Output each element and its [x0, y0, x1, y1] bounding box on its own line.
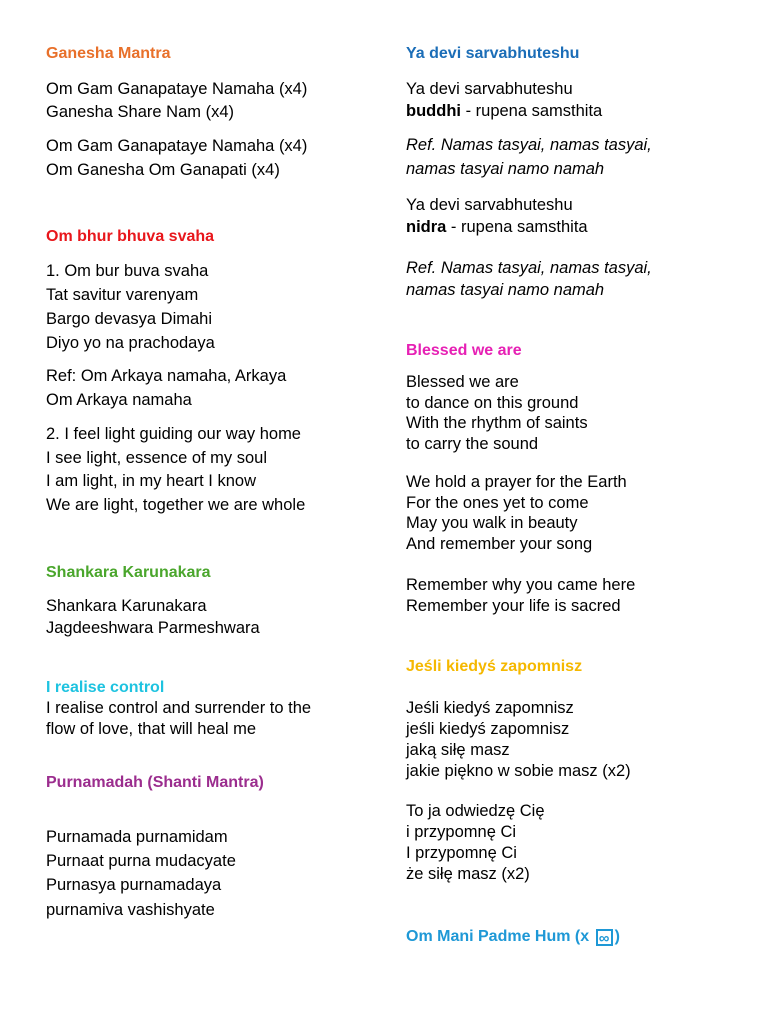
lyric-line: We hold a prayer for the Earth	[406, 473, 627, 491]
lyric-line: Purnamada purnamidam	[46, 828, 228, 846]
lyric-line: Om Arkaya namaha	[46, 391, 192, 409]
lyric-line: Jagdeeshwara Parmeshwara	[46, 619, 260, 637]
lyric-line: Ya devi sarvabhuteshu	[406, 196, 573, 214]
section-title-ganesha: Ganesha Mantra	[46, 45, 171, 62]
lyric-line: I am light, in my heart I know	[46, 472, 256, 490]
lyric-line: jaką siłę masz	[406, 741, 510, 759]
lyric-line: To ja odwiedzę Cię	[406, 802, 545, 820]
lyric-line: jeśli kiedyś zapomnisz	[406, 720, 570, 738]
lyric-line: Remember your life is sacred	[406, 597, 621, 615]
lyric-line: Ganesha Share Nam (x4)	[46, 103, 235, 121]
section-title-purnamadah: Purnamadah (Shanti Mantra)	[46, 774, 264, 791]
section-title-mani	[406, 928, 620, 946]
lyric-line: I realise control and surrender to the	[46, 699, 312, 717]
lyric-line: Om Gam Ganapataye Namaha (x4)	[46, 80, 308, 98]
lyric-line: Ya devi sarvabhuteshu	[406, 80, 573, 98]
lyric-line: Shankara Karunakara	[46, 597, 207, 615]
lyric-line: Jeśli kiedyś zapomnisz	[406, 699, 574, 717]
lyric-line: And remember your song	[406, 535, 593, 553]
lyric-line: to carry the sound	[406, 435, 539, 453]
section-title-bhur: Om bhur bhuva svaha	[46, 228, 215, 245]
lyric-line: Bargo devasya Dimahi	[46, 310, 212, 328]
lyric-line: Purnasya purnamadaya	[46, 876, 222, 894]
section-title-control: I realise control	[46, 679, 165, 696]
mani-title-end: )	[614, 928, 620, 945]
lyric-line: Om Ganesha Om Ganapati (x4)	[46, 161, 280, 179]
bold-word: nidra	[406, 218, 447, 236]
lyric-line: Purnaat purna mudacyate	[46, 852, 236, 870]
refrain-line: Ref. Namas tasyai, namas tasyai,	[406, 136, 652, 154]
lyric-line: Om Gam Ganapataye Namaha (x4)	[46, 137, 308, 155]
section-title-blessed: Blessed we are	[406, 342, 522, 359]
lyric-fragment: - rupena samsthita	[446, 218, 588, 236]
lyric-line	[406, 102, 602, 121]
section-title-yadevi: Ya devi sarvabhuteshu	[406, 45, 580, 62]
lyric-line: I see light, essence of my soul	[46, 449, 268, 467]
lyric-fragment: - rupena samsthita	[460, 102, 603, 120]
lyric-line: Diyo yo na prachodaya	[46, 334, 215, 352]
refrain-line: Ref. Namas tasyai, namas tasyai,	[406, 259, 652, 277]
lyric-line: I przypomnę Ci	[406, 844, 517, 862]
mani-title-text: Om Mani Padme Hum (x	[406, 928, 590, 945]
refrain-line: namas tasyai namo namah	[406, 160, 605, 178]
lyric-line: We are light, together we are whole	[46, 496, 306, 514]
lyric-line: i przypomnę Ci	[406, 823, 517, 841]
lyric-line: 2. I feel light guiding our way home	[46, 425, 301, 443]
lyric-line: 1. Om bur buva svaha	[46, 262, 209, 280]
lyric-line: For the ones yet to come	[406, 494, 589, 512]
refrain-line: namas tasyai namo namah	[406, 281, 605, 299]
lyric-line: Ref: Om Arkaya namaha, Arkaya	[46, 367, 287, 385]
section-title-jesli: Jeśli kiedyś zapomnisz	[406, 658, 583, 675]
lyric-line: Tat savitur varenyam	[46, 286, 199, 304]
lyric-line: flow of love, that will heal me	[46, 720, 257, 738]
lyric-line: Remember why you came here	[406, 576, 636, 594]
lyric-line: With the rhythm of saints	[406, 414, 588, 432]
lyric-line: to dance on this ground	[406, 394, 579, 412]
lyric-line: May you walk in beauty	[406, 514, 578, 532]
infinity-icon: ∞	[596, 929, 613, 946]
bold-word: buddhi	[406, 102, 461, 120]
lyric-line	[406, 218, 588, 237]
lyric-line: purnamiva vashishyate	[46, 901, 215, 919]
lyric-line: jakie piękno w sobie masz (x2)	[406, 762, 631, 780]
section-title-shankara: Shankara Karunakara	[46, 564, 211, 581]
lyric-line: że siłę masz (x2)	[406, 865, 530, 883]
lyric-line: Blessed we are	[406, 373, 519, 391]
